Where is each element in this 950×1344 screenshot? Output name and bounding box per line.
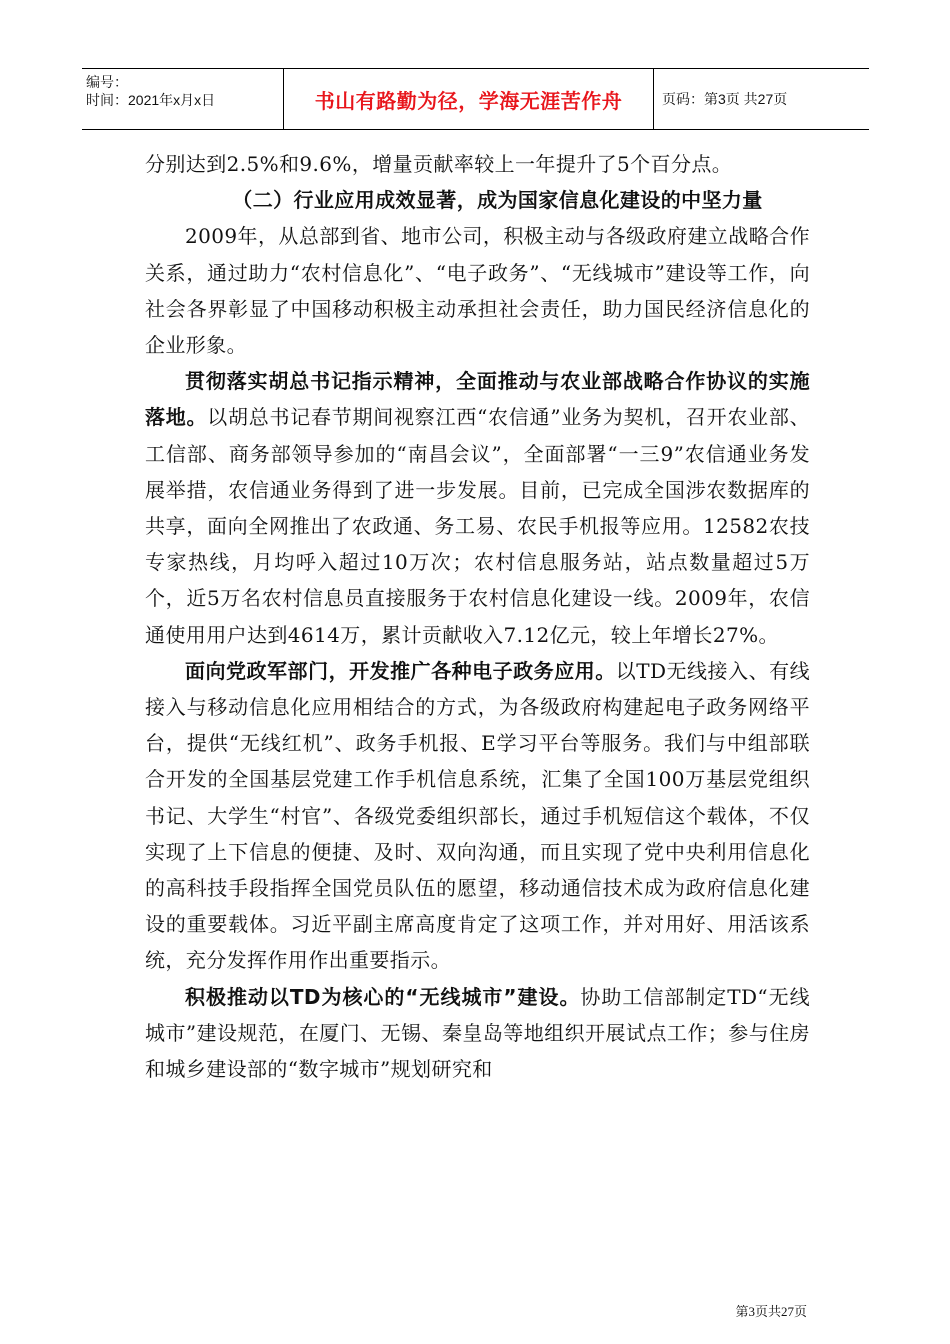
header-motto: 书山有路勤为径，学海无涯苦作舟 xyxy=(284,69,654,129)
paragraph-4 xyxy=(145,979,810,1088)
paragraph-2-text: 以胡总书记春节期间视察江西“农信通”业务为契机，召开农业部、工信部、商务部领导参加的“南昌会议”，全面部署“一三9”农信通业务发展举措，农信通业务得到了进一步发展。目前，已完成全国涉农数据库的共享，面向全网推出了农政通、务工易、农民手机报等应用。12582农技专家热线，月均呼入超过10万次；农村信息服务站，站点数量超过5万个，近5万名农村信息员直接服务于农村信息化建设一线。2009年，农信通使用用户达到4614万，累计贡献收入7.12亿元，较上年增长27%。 xyxy=(145,405,810,647)
page-header xyxy=(82,68,869,130)
continued-line: 分别达到2.5%和9.6%，增量贡献率较上一年提升了5个百分点。 xyxy=(145,152,733,176)
paragraph-2 xyxy=(145,363,810,653)
paragraph-3-lead: 面向党政军部门，开发推广各种电子政务应用。 xyxy=(185,658,616,683)
section-heading: （二）行业应用成效显著，成为国家信息化建设的中坚力量 xyxy=(232,188,763,213)
paragraph-4-text: 协助工信部制定TD“无线城市”建设规范，在厦门、无锡、秦皇岛等地组织开展试点工作；参与住房和城乡建设部的“数字城市”规划研究和 xyxy=(145,984,810,1082)
document-body xyxy=(145,146,810,1087)
paragraph-4-lead: 积极推动以TD为核心的“无线城市”建设。 xyxy=(185,984,581,1009)
header-page-code: 页码：第3页 共27页 xyxy=(662,91,788,107)
paragraph-3-text: 以TD无线接入、有线接入与移动信息化应用相结合的方式，为各级政府构建起电子政务网络平台，提供“无线红机”、政务手机报、E学习平台等服务。我们与中组部联合开发的全国基层党建工作手机信息系统，汇集了全国100万基层党组织书记、大学生“村官”、各级党委组织部长，通过手机短信这个载体，不仅实现了上下信息的便捷、及时、双向沟通，而且实现了党中央利用信息化的高科技手段指挥全国党员队伍的愿望，移动通信技术成为政府信息化建设的重要载体。习近平副主席高度肯定了这项工作，并对用好、用活该系统，充分发挥作用作出重要指示。 xyxy=(145,658,810,973)
paragraph-2-lead: 贯彻落实胡总书记指示精神，全面推动与农业部战略合作协议的实施落地。 xyxy=(145,369,810,430)
paragraph-1: 2009年，从总部到省、地市公司，积极主动与各级政府建立战略合作关系，通过助力“农村信息化”、“电子政务”、“无线城市”建设等工作，向社会各界彰显了中国移动积极主动承担社会责任，助力国民经济信息化的企业形象。 xyxy=(145,224,810,358)
page-footer: 第3页共27页 xyxy=(735,1304,807,1319)
header-meta-cell xyxy=(82,69,284,129)
document-time-label: 时间：2021年x月x日 xyxy=(86,92,216,108)
document-number-label: 编号： xyxy=(86,74,128,90)
paragraph-3 xyxy=(145,653,810,979)
